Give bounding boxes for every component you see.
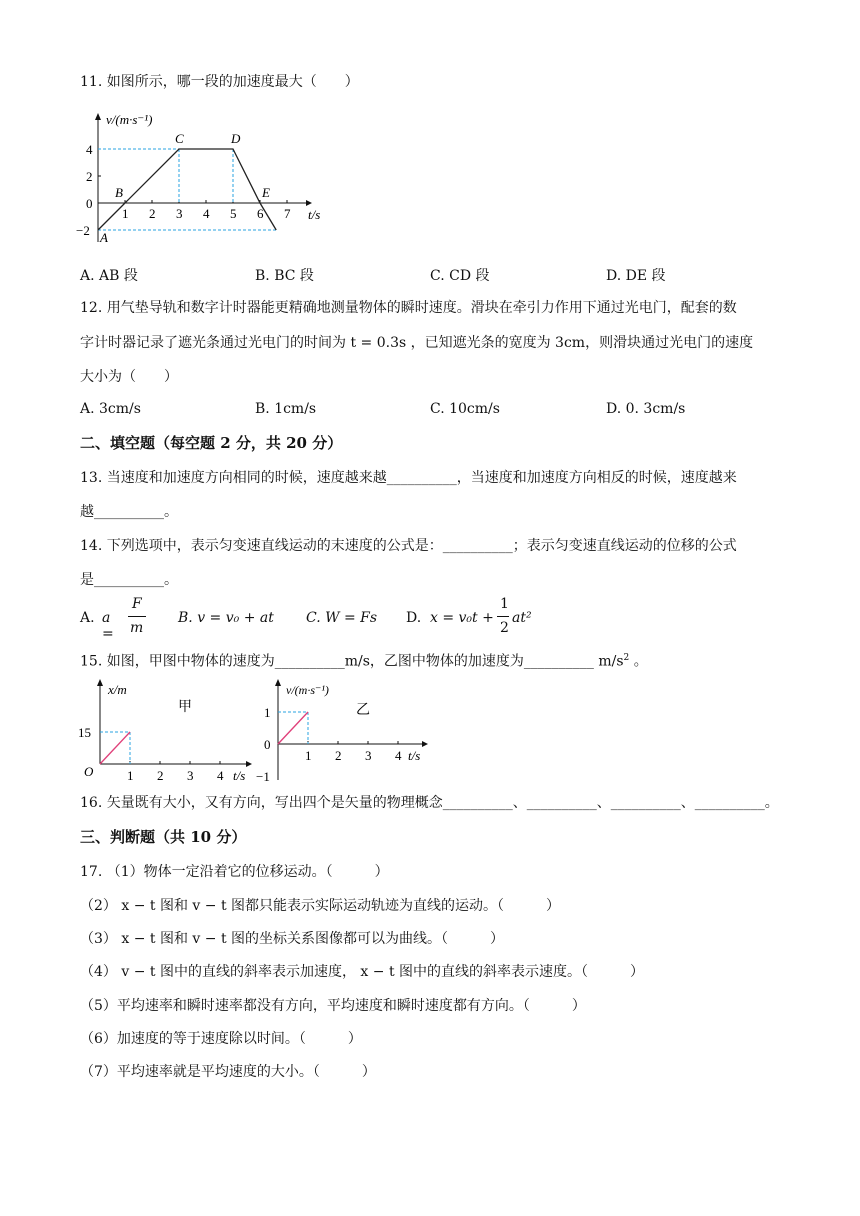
y-tick-label: 0: [264, 737, 271, 752]
y-axis-label: x/m: [108, 682, 127, 697]
y-tick-label: 4: [86, 142, 93, 157]
x-tick-label: 2: [335, 748, 342, 763]
x-tick-label: 4: [395, 748, 402, 763]
question-15-text: 15. 如图，甲图中物体的速度为__________m/s，乙图中物体的加速度为__________ m/s: [80, 653, 624, 670]
fraction-bar: [497, 616, 509, 617]
y-axis-arrow: [275, 679, 281, 686]
point-label-c: C: [175, 131, 184, 146]
x-tick-label: 3: [176, 206, 183, 221]
q11-option-a: A. AB 段: [80, 268, 138, 284]
graph-title: 甲: [178, 700, 192, 715]
y-tick-label: 1: [264, 705, 271, 720]
x-tick-label: 7: [284, 206, 291, 221]
q17-item-3: （3） x − t 图和 v − t 图的坐标关系图像都可以为曲线。（ ）: [80, 931, 505, 947]
q17-item-4: （4） v − t 图中的直线的斜率表示加速度， x − t 图中的直线的斜率表示速度。（ ）: [80, 964, 645, 980]
x-axis-arrow: [422, 741, 428, 747]
graph-title: 乙: [356, 703, 370, 718]
q11-option-c: C. CD 段: [430, 268, 490, 284]
point-label-a: A: [100, 230, 108, 245]
q11-option-d: D. DE 段: [606, 268, 666, 284]
x-tick-label: 1: [122, 206, 129, 221]
y-tick-label: −2: [76, 223, 90, 238]
q12-option-b: B. 1cm/s: [255, 401, 317, 417]
question-15-end: 。: [629, 653, 648, 670]
y-tick-label: −1: [256, 769, 270, 784]
question-12-line1: 12. 用气垫导轨和数字计时器能更精确地测量物体的瞬时速度。滑块在牵引力作用下通过光电门，配套的数: [80, 300, 737, 316]
x-tick-label: 2: [157, 768, 164, 783]
q14-option-d-denominator: 2: [500, 620, 509, 636]
question-15-stem: [80, 648, 648, 672]
q15-graph-jia: [78, 676, 258, 786]
q12-option-d: D. 0. 3cm/s: [606, 401, 686, 417]
q17-item-2: （2） x − t 图和 v − t 图都只能表示实际运动轨迹为直线的运动。（ ）: [80, 898, 561, 914]
question-12-line2: 字计时器记录了遮光条通过光电门的时间为 t = 0.3s ，已知遮光条的宽度为 3cm，则滑块通过光电门的速度: [80, 335, 754, 351]
q17-item-6: （6）加速度的等于速度除以时间。（ ）: [80, 1031, 362, 1047]
q14-option-d-lhs: x = v₀t +: [430, 610, 494, 626]
y-tick-label: 0: [86, 196, 93, 211]
x-tick-label: 4: [217, 768, 224, 783]
x-axis-label: t/s: [408, 748, 421, 763]
q11-vt-graph: [76, 110, 336, 250]
question-13-line2: 越__________。: [80, 504, 178, 520]
x-tick-label: 3: [187, 768, 194, 783]
x-tick-label: 1: [127, 768, 134, 783]
question-11-stem: 11. 如图所示，哪一段的加速度最大（ ）: [80, 74, 359, 90]
question-14-line2: 是__________。: [80, 572, 178, 588]
velocity-line: [278, 712, 308, 744]
q14-option-a-numerator: F: [132, 596, 142, 612]
question-16: 16. 矢量既有大小，又有方向，写出四个是矢量的物理概念__________、__________、__________、__________。: [80, 795, 779, 811]
x-axis-label: t/s: [233, 768, 246, 783]
q14-option-a-label: A.: [80, 610, 95, 626]
q14-option-d-rhs: at²: [512, 610, 532, 626]
question-12-line3: 大小为（ ）: [80, 369, 178, 385]
q14-option-b: B. v = v₀ + at: [178, 610, 274, 626]
y-axis-arrow: [97, 679, 103, 686]
q17-item-5: （5）平均速率和瞬时速率都没有方向，平均速度和瞬时速度都有方向。（ ）: [80, 998, 586, 1014]
y-axis-label: v/(m·s⁻¹): [106, 112, 153, 127]
y-tick-label: 2: [86, 169, 93, 184]
origin-label: O: [84, 764, 94, 779]
point-label-e: E: [262, 185, 270, 200]
x-axis-arrow: [306, 200, 312, 206]
q14-option-a-denominator: m: [130, 620, 144, 636]
position-line: [100, 732, 130, 764]
q11-option-b: B. BC 段: [255, 268, 314, 284]
section-3-heading: 三、判断题（共 10 分）: [80, 828, 247, 846]
point-label-b: B: [115, 185, 123, 200]
x-tick-label: 6: [257, 206, 264, 221]
section-2-heading: 二、填空题（每空题 2 分，共 20 分）: [80, 434, 343, 452]
q17-item-1: 17. （1）物体一定沿着它的位移运动。（ ）: [80, 864, 389, 880]
x-tick-label: 2: [149, 206, 156, 221]
q12-option-c: C. 10cm/s: [430, 401, 500, 417]
q14-option-d-label: D.: [406, 610, 422, 626]
x-tick-label: 1: [305, 748, 312, 763]
q17-item-7: （7）平均速率就是平均速度的大小。（ ）: [80, 1064, 376, 1080]
question-14-line1: 14. 下列选项中，表示匀变速直线运动的末速度的公式是：__________；表示匀变速直线运动的位移的公式: [80, 538, 737, 554]
y-tick-label: 15: [78, 725, 91, 740]
x-tick-label: 4: [203, 206, 210, 221]
q14-option-c: C. W = Fs: [306, 610, 378, 626]
unit-exponent: 2: [623, 653, 630, 663]
x-axis-label: t/s: [308, 207, 321, 222]
x-tick-label: 5: [230, 206, 237, 221]
q14-option-a-lhs: a =: [102, 610, 114, 642]
q12-option-a: A. 3cm/s: [80, 401, 141, 417]
fraction-bar: [128, 616, 146, 617]
x-tick-label: 3: [365, 748, 372, 763]
q14-option-d-numerator: 1: [500, 596, 509, 612]
question-13-line1: 13. 当速度和加速度方向相同的时候，速度越来越__________，当速度和加速度方向相反的时候，速度越来: [80, 470, 737, 486]
point-label-d: D: [231, 131, 241, 146]
y-axis-arrow: [95, 113, 101, 120]
y-axis-label: v/(m·s⁻¹): [286, 683, 329, 697]
q15-graph-yi: [252, 676, 432, 786]
